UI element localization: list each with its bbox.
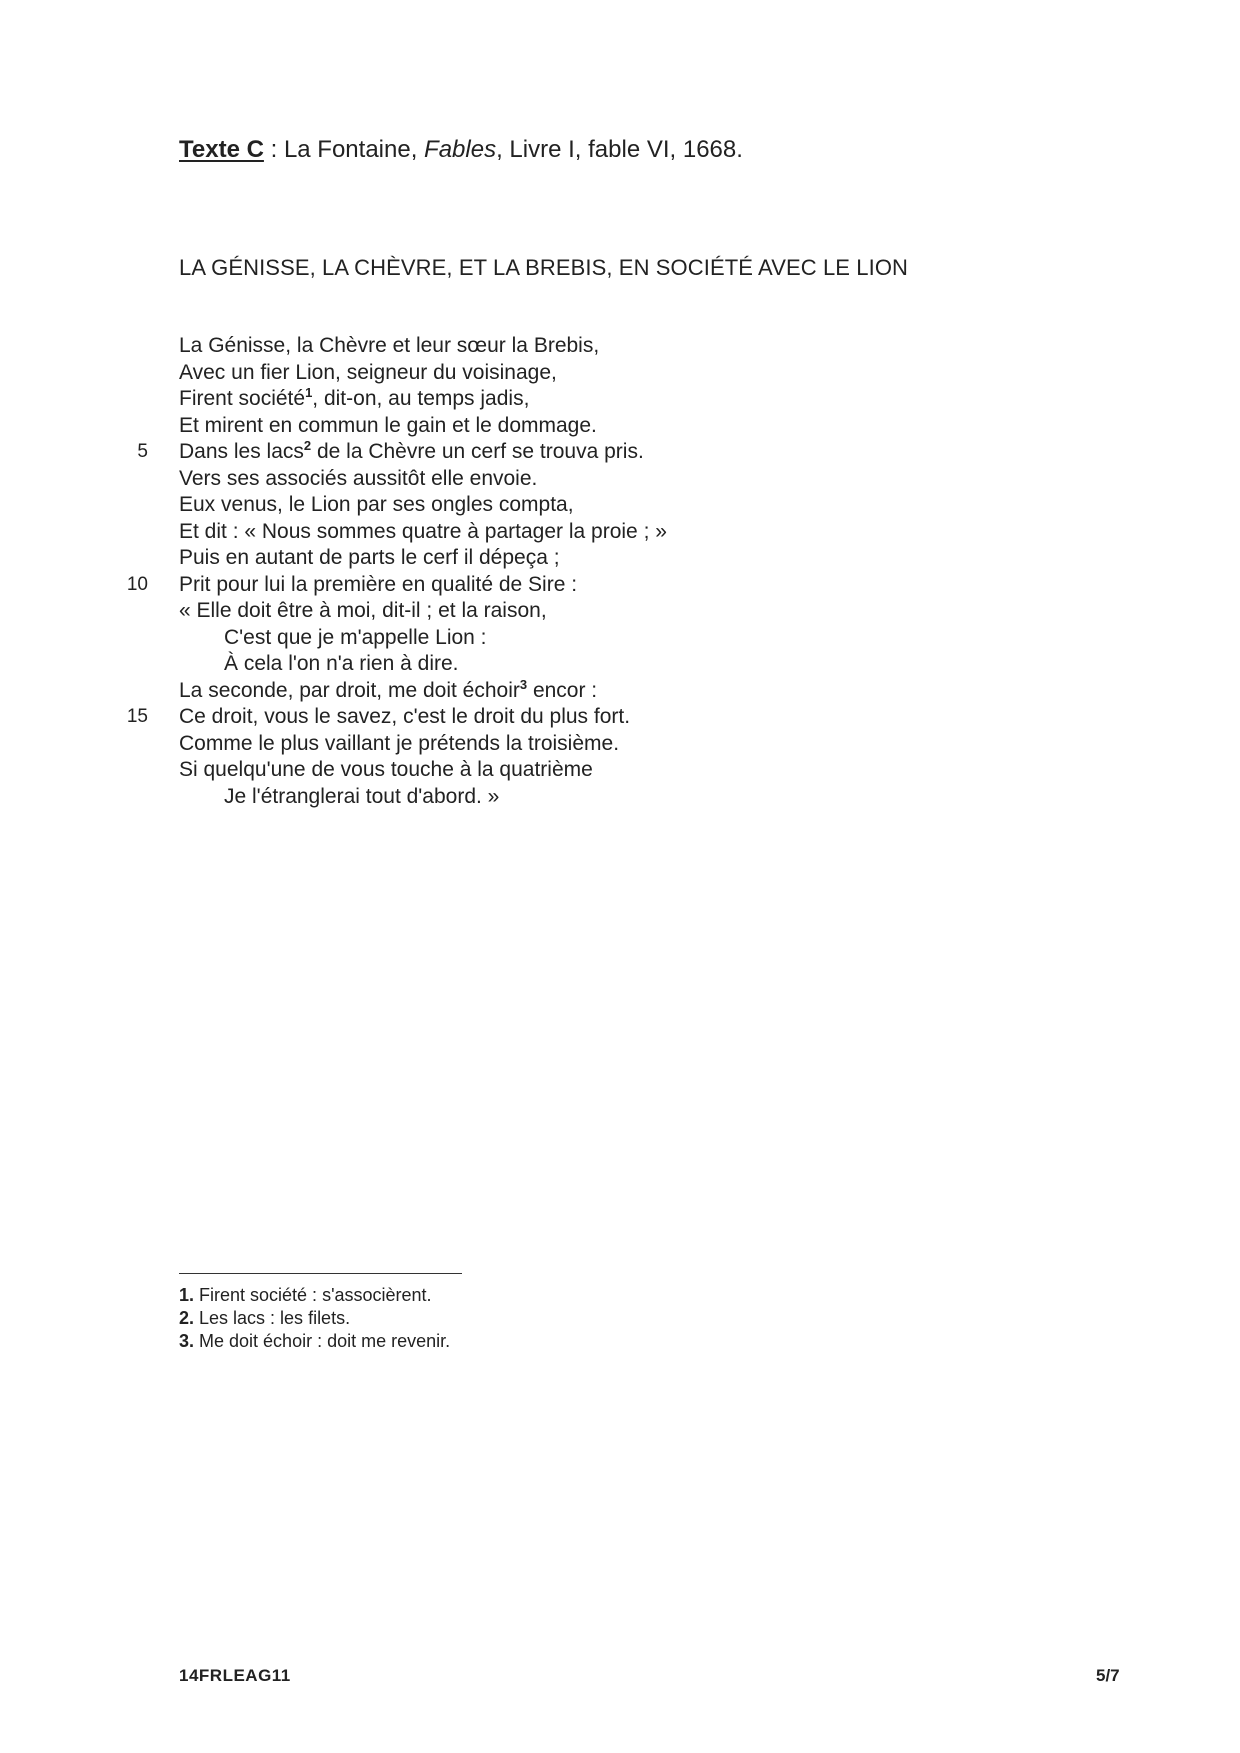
heading-author: La Fontaine, (283, 136, 425, 163)
footnote-text: Me doit échoir : doit me revenir. (194, 1331, 451, 1351)
line-text-part: La seconde, par droit, me doit échoir (179, 678, 520, 702)
footnote-item (179, 1330, 450, 1353)
footnote-item (179, 1284, 450, 1307)
footnote-text: Les lacs : les filets. (194, 1308, 351, 1328)
line-text-part: Dans les lacs (179, 440, 304, 463)
line-number: 15 (126, 706, 148, 727)
poem-line (0, 704, 1240, 731)
footnote-ref: 3 (519, 676, 528, 692)
line-text: « Elle doit être à moi, dit-il ; et la raison, (179, 599, 547, 622)
line-text: Si quelqu'une de vous touche à la quatrième (179, 758, 593, 781)
line-text: À cela l'on n'a rien à dire. (224, 652, 459, 675)
text-label: Texte C (179, 136, 264, 163)
poem-line (0, 519, 1240, 546)
poem-line (0, 439, 1240, 466)
line-text: Ce droit, vous le savez, c'est le droit du plus fort. (179, 705, 631, 728)
footnote-item (179, 1307, 450, 1330)
poem-line (0, 572, 1240, 599)
poem-line (0, 545, 1240, 572)
footnote-ref: 2 (303, 438, 312, 453)
line-text: Et mirent en commun le gain et le dommage. (179, 413, 597, 437)
poem-line (0, 386, 1240, 413)
poem (0, 333, 1240, 810)
document-code: 14FRLEAG11 (179, 1666, 291, 1685)
heading-work-title: Fables (424, 136, 497, 163)
line-text-part: encor : (527, 678, 598, 702)
poem-line (0, 413, 1240, 440)
footnote-number: 1. (179, 1285, 195, 1305)
poem-line (0, 731, 1240, 758)
poem-line-indented (0, 784, 1240, 811)
line-text: Puis en autant de parts le cerf il dépeça ; (179, 546, 560, 569)
poem-line (0, 333, 1240, 360)
line-text: Je l'étranglerai tout d'abord. » (224, 784, 500, 808)
footnote-divider (179, 1273, 462, 1274)
line-number: 10 (126, 573, 148, 595)
line-text: Et dit : « Nous sommes quatre à partager la proie ; » (179, 519, 667, 543)
poem-line (0, 360, 1240, 387)
line-text (179, 678, 597, 705)
poem-line-indented (0, 651, 1240, 678)
line-text (179, 386, 529, 413)
heading-details: , Livre I, fable VI, 1668. (496, 136, 743, 163)
line-text-part: , dit-on, au temps jadis, (312, 387, 530, 410)
line-text: Comme le plus vaillant je prétends la troisième. (179, 731, 620, 755)
line-text: Prit pour lui la première en qualité de Sire : (179, 572, 578, 596)
line-number: 5 (137, 441, 148, 462)
footnotes (179, 1284, 450, 1353)
fable-title: LA GÉNISSE, LA CHÈVRE, ET LA BREBIS, EN SOCIÉTÉ AVEC LE LION (179, 255, 909, 280)
poem-line (0, 492, 1240, 519)
line-text: Eux venus, le Lion par ses ongles compta, (179, 493, 574, 516)
poem-line (0, 466, 1240, 493)
line-text (179, 439, 644, 466)
footnote-number: 2. (179, 1308, 195, 1328)
line-text-part: Firent société (179, 387, 306, 410)
poem-line (0, 598, 1240, 625)
page-number: 5/7 (1096, 1666, 1120, 1685)
footnote-ref: 1 (305, 385, 313, 400)
poem-line-indented (0, 625, 1240, 652)
poem-line (0, 678, 1240, 705)
line-text: La Génisse, la Chèvre et leur sœur la Brebis, (179, 334, 600, 357)
footnote-text: Firent société : s'associèrent. (194, 1285, 432, 1305)
poem-line (0, 757, 1240, 784)
line-text-part: de la Chèvre un cerf se trouva pris. (311, 440, 644, 463)
footnote-number: 3. (179, 1331, 195, 1351)
line-text: Avec un fier Lion, seigneur du voisinage, (179, 360, 557, 384)
line-text: Vers ses associés aussitôt elle envoie. (179, 466, 538, 490)
line-text: C'est que je m'appelle Lion : (224, 625, 487, 649)
heading-separator: : (263, 136, 284, 163)
text-heading (179, 136, 743, 164)
